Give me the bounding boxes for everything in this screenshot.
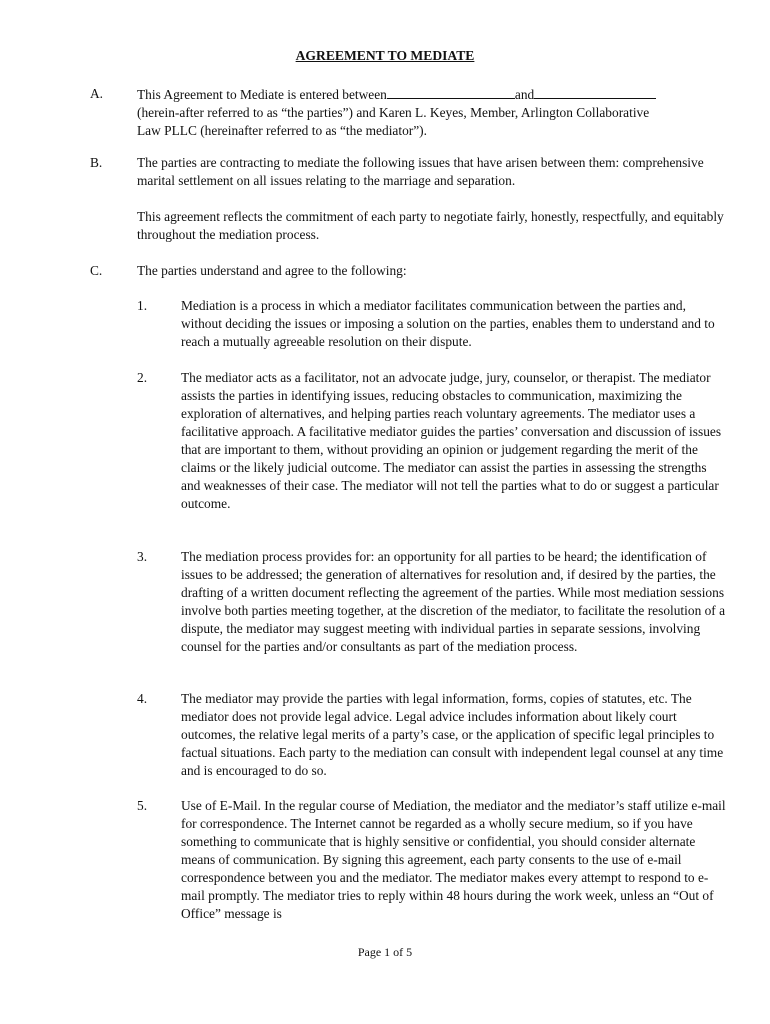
section-b-paragraph-1: The parties are contracting to mediate the following issues that have arisen between them: comprehensive marital settlement on all issues relating to the marriage and separation. bbox=[137, 155, 704, 188]
section-c-label: C. bbox=[90, 263, 103, 278]
page-number: Page 1 of 5 bbox=[357, 945, 413, 959]
list-item-text: Mediation is a process in which a mediator facilitates communication between the parties and, without deciding the issues or imposing a solution on the parties, enables them to understand and to reach a mutually agreeable resolution on their dispute. bbox=[181, 298, 715, 349]
section-b-label: B. bbox=[90, 155, 103, 170]
list-item-text: The mediator acts as a facilitator, not an advocate judge, jury, counselor, or therapist. The mediator assists the parties in identifying issues, reducing obstacles to communication, maximizing the exploration of alternatives, and helping parties reach voluntary agreements. The mediator uses a facilitative approach. A facilitative mediator guides the parties’ conversation and discussion of issues that are important to them, without providing an opinion or judgement regarding the merit of the claims or the likely judicial outcome. The mediator can assist the parties in assessing the strengths and weaknesses of their case. The mediator will not tell the parties what to do or suggest a particular outcome. bbox=[181, 370, 722, 511]
list-item-number: 3. bbox=[137, 549, 148, 564]
list-item-number: 4. bbox=[137, 691, 148, 706]
list-item-number: 5. bbox=[137, 798, 148, 813]
list-item-number: 1. bbox=[137, 298, 148, 313]
section-b-paragraph-2: This agreement reflects the commitment of each party to negotiate fairly, honestly, respectfully, and equitably throughout the mediation process. bbox=[137, 209, 724, 242]
section-c-intro: The parties understand and agree to the following: bbox=[137, 263, 407, 278]
party-two-blank[interactable] bbox=[534, 85, 656, 99]
list-item-number: 2. bbox=[137, 370, 148, 385]
document-title: AGREEMENT TO MEDIATE bbox=[295, 48, 475, 63]
section-a-label: A. bbox=[90, 86, 104, 101]
section-a-line-1: This Agreement to Mediate is entered between and bbox=[137, 85, 737, 104]
section-a-line-3: Law PLLC (hereinafter referred to as “the mediator”). bbox=[137, 123, 427, 138]
list-item-text: Use of E-Mail. In the regular course of Mediation, the mediator and the mediator’s staff utilize e-mail for correspondence. The Internet cannot be regarded as a wholly secure medium, so if you have something to communicate that is highly sensitive or confidential, you should consider alternate means of communication. By signing this agreement, each party consents to the use of e-mail correspondence between you and the mediator. The mediator makes every attempt to respond to e-mail promptly. The mediator tries to reply within 48 hours during the work week, unless an “Out of Office” message is bbox=[181, 798, 726, 921]
section-a-text bbox=[137, 85, 737, 140]
section-a-line-2: (herein-after referred to as “the parties”) and Karen L. Keyes, Member, Arlington Collaborative bbox=[137, 105, 650, 120]
party-one-blank[interactable] bbox=[387, 85, 515, 99]
list-item-text: The mediation process provides for: an opportunity for all parties to be heard; the identification of issues to be addressed; the generation of alternatives for resolution and, if desired by the parties, the drafting of a written document reflecting the agreement of the parties. While most mediation sessions involve both parties meeting together, at the discretion of the mediator, to facilitate the resolution of a dispute, the mediator may suggest meeting with individual parties in separate sessions, involving counsel for the parties and/or consultants as part of the mediation process. bbox=[181, 549, 726, 654]
list-item-text: The mediator may provide the parties with legal information, forms, copies of statutes, etc. The mediator does not provide legal advice. Legal advice includes information about likely court outcomes, the relative legal merits of a party’s case, or the application of specific legal principles to factual situations. Each party to the mediation can consult with independent legal counsel at any time and is encouraged to do so. bbox=[181, 691, 724, 778]
